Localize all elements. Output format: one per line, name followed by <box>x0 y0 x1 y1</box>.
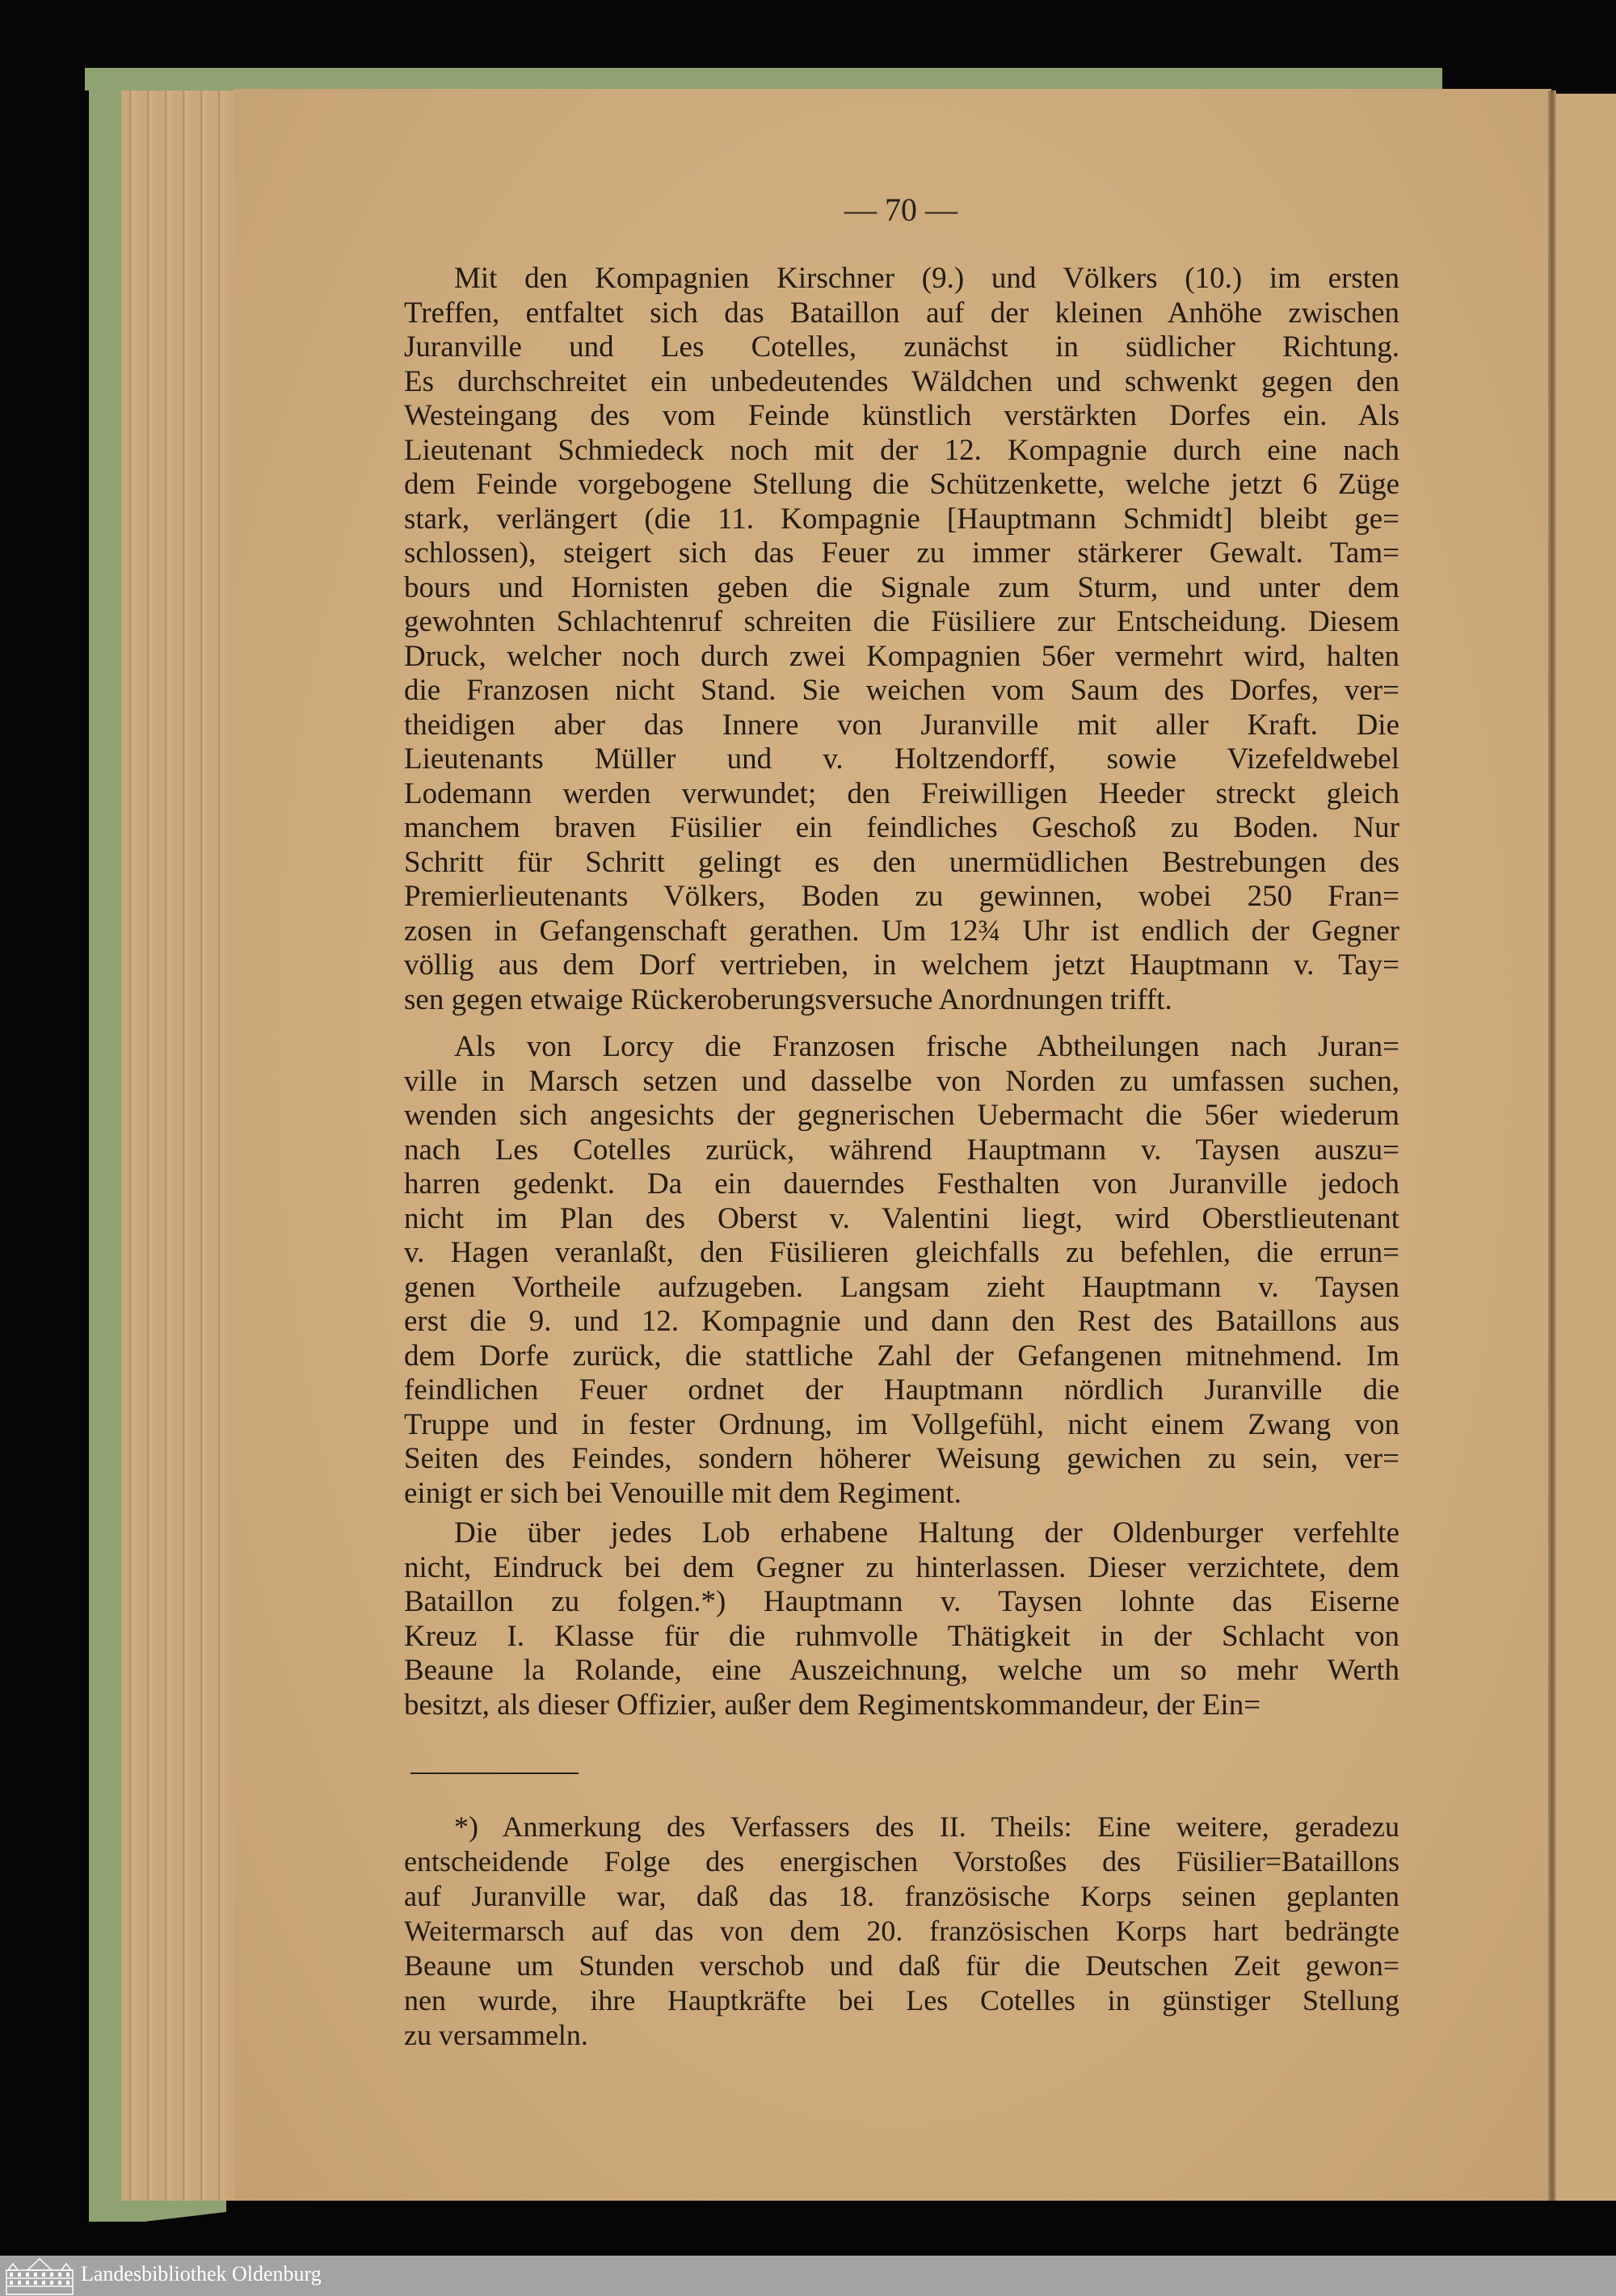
text-line: stark, verlängert (die 11. Kompagnie [Hauptmann Schmidt] bleibt ge= <box>404 502 1399 536</box>
text-line: Beaune um Stunden verschob und daß für die Deutschen Zeit gewon= <box>404 1949 1399 1982</box>
paragraph-2 <box>404 1030 1399 1511</box>
text-line: gewohnten Schlachtenruf schreiten die Füsiliere zur Entscheidung. Diesem <box>404 605 1399 638</box>
next-page-edge <box>1556 94 1616 2201</box>
text-line: bours und Hornisten geben die Signale zum Sturm, und unter dem <box>404 570 1399 604</box>
text-line: Druck, welcher noch durch zwei Kompagnien 56er vermehrt wird, halten <box>404 639 1399 673</box>
text-line: Seiten des Feindes, sondern höherer Weisung gewichen zu sein, ver= <box>404 1442 1399 1475</box>
text-line: zu versammeln. <box>404 2019 588 2051</box>
text-line: besitzt, als dieser Offizier, außer dem Regimentskommandeur, der Ein= <box>404 1688 1261 1722</box>
footnote-separator <box>410 1772 579 1774</box>
text-line: auf Juranville war, daß das 18. französische Korps seinen geplanten <box>404 1880 1399 1912</box>
page-gutter <box>1548 90 1556 2201</box>
text-line: entscheidende Folge des energischen Vorstoßes des Füsilier=Bataillons <box>404 1845 1399 1878</box>
text-line: Schritt für Schritt gelingt es den unermüdlichen Bestrebungen des <box>404 845 1399 879</box>
paragraph-1 <box>404 262 1399 1017</box>
text-line: nach Les Cotelles zurück, während Hauptmann v. Taysen auszu= <box>404 1133 1399 1167</box>
text-line: Bataillon zu folgen.*) Hauptmann v. Taysen lohnte das Eiserne <box>404 1585 1399 1618</box>
text-line: theidigen aber das Innere von Juranville mit aller Kraft. Die <box>404 708 1399 742</box>
library-name: Landesbibliothek Oldenburg <box>81 2262 322 2285</box>
text-line: Mit den Kompagnien Kirschner (9.) und Völkers (10.) im ersten <box>454 262 1399 295</box>
book-cover-corner <box>89 2197 226 2222</box>
library-building-icon <box>5 2257 74 2296</box>
book-cover-left <box>89 77 123 2210</box>
text-line: feindlichen Feuer ordnet der Hauptmann nördlich Juranville die <box>404 1373 1399 1407</box>
text-line: dem Feinde vorgebogene Stellung die Schützenkette, welche jetzt 6 Züge <box>404 468 1399 501</box>
text-line: schlossen), steigert sich das Feuer zu immer stärkerer Gewalt. Tam= <box>404 536 1399 570</box>
text-line: manchem braven Füsilier ein feindliches Geschoß zu Boden. Nur <box>404 811 1399 844</box>
text-line: *) Anmerkung des Verfassers des II. Theils: Eine weitere, geradezu <box>454 1810 1399 1843</box>
text-line: nicht, Eindruck bei dem Gegner zu hinterlassen. Dieser verzichtete, dem <box>404 1550 1399 1584</box>
text-line: Juranville und Les Cotelles, zunächst in südlicher Richtung. <box>404 330 1399 364</box>
text-line: Lieutenant Schmiedeck noch mit der 12. Kompagnie durch eine nach <box>404 433 1399 467</box>
page-number: — 70 — <box>844 191 957 228</box>
paragraph-3 <box>404 1516 1399 1722</box>
text-line: Treffen, entfaltet sich das Bataillon auf der kleinen Anhöhe zwischen <box>404 296 1399 330</box>
text-line: nicht im Plan des Oberst v. Valentini liegt, wird Oberstlieutenant <box>404 1201 1399 1235</box>
text-line: Lieutenants Müller und v. Holtzendorff, sowie Vizefeldwebel <box>404 742 1399 776</box>
text-line: Lodemann werden verwundet; den Freiwilligen Heeder streckt gleich <box>404 776 1399 810</box>
text-line: genen Vortheile aufzugeben. Langsam zieht Hauptmann v. Taysen <box>404 1270 1399 1304</box>
footnote <box>404 1810 1399 2053</box>
text-line: Kreuz I. Klasse für die ruhmvolle Thätigkeit in der Schlacht von <box>404 1619 1399 1653</box>
text-line: v. Hagen veranlaßt, den Füsilieren gleichfalls zu befehlen, die errun= <box>404 1236 1399 1269</box>
text-line: Premierlieutenants Völkers, Boden zu gewinnen, wobei 250 Fran= <box>404 880 1399 913</box>
text-line: Die über jedes Lob erhabene Haltung der Oldenburger verfehlte <box>454 1516 1399 1550</box>
text-line: harren gedenkt. Da ein dauerndes Festhalten von Juranville jedoch <box>404 1167 1399 1201</box>
text-line: Westeingang des vom Feinde künstlich verstärkten Dorfes ein. Als <box>404 399 1399 432</box>
text-line: Es durchschreitet ein unbedeutendes Wäldchen und schwenkt gegen den <box>404 364 1399 398</box>
text-line: Truppe und in fester Ordnung, im Vollgefühl, nicht einem Zwang von <box>404 1407 1399 1441</box>
text-line: sen gegen etwaige Rückeroberungsversuche Anordnungen trifft. <box>404 982 1172 1016</box>
text-line: Als von Lorcy die Franzosen frische Abtheilungen nach Juran= <box>454 1030 1399 1063</box>
text-line: wenden sich angesichts der gegnerischen Uebermacht die 56er wiederum <box>404 1099 1399 1132</box>
text-line: Weitermarsch auf das von dem 20. französischen Korps hart bedrängte <box>404 1915 1399 1947</box>
text-line: ville in Marsch setzen und dasselbe von Norden zu umfassen suchen, <box>404 1064 1399 1098</box>
text-line: erst die 9. und 12. Kompagnie und dann den Rest des Bataillons aus <box>404 1305 1399 1338</box>
page-stack-edges <box>121 90 234 2201</box>
text-line: die Franzosen nicht Stand. Sie weichen vom Saum des Dorfes, ver= <box>404 674 1399 707</box>
text-line: Beaune la Rolande, eine Auszeichnung, welche um so mehr Werth <box>404 1654 1399 1687</box>
text-line: zosen in Gefangenschaft gerathen. Um 12¾ Uhr ist endlich der Gegner <box>404 914 1399 948</box>
text-line: einigt er sich bei Venouille mit dem Regiment. <box>404 1476 962 1510</box>
text-line: dem Dorfe zurück, die stattliche Zahl der Gefangenen mitnehmend. Im <box>404 1339 1399 1373</box>
text-line: völlig aus dem Dorf vertrieben, in welchem jetzt Hauptmann v. Tay= <box>404 948 1399 982</box>
book-cover-top <box>85 68 1442 90</box>
footer-bar <box>0 2256 1616 2296</box>
text-line: nen wurde, ihre Hauptkräfte bei Les Cotelles in günstiger Stellung <box>404 1984 1399 2016</box>
